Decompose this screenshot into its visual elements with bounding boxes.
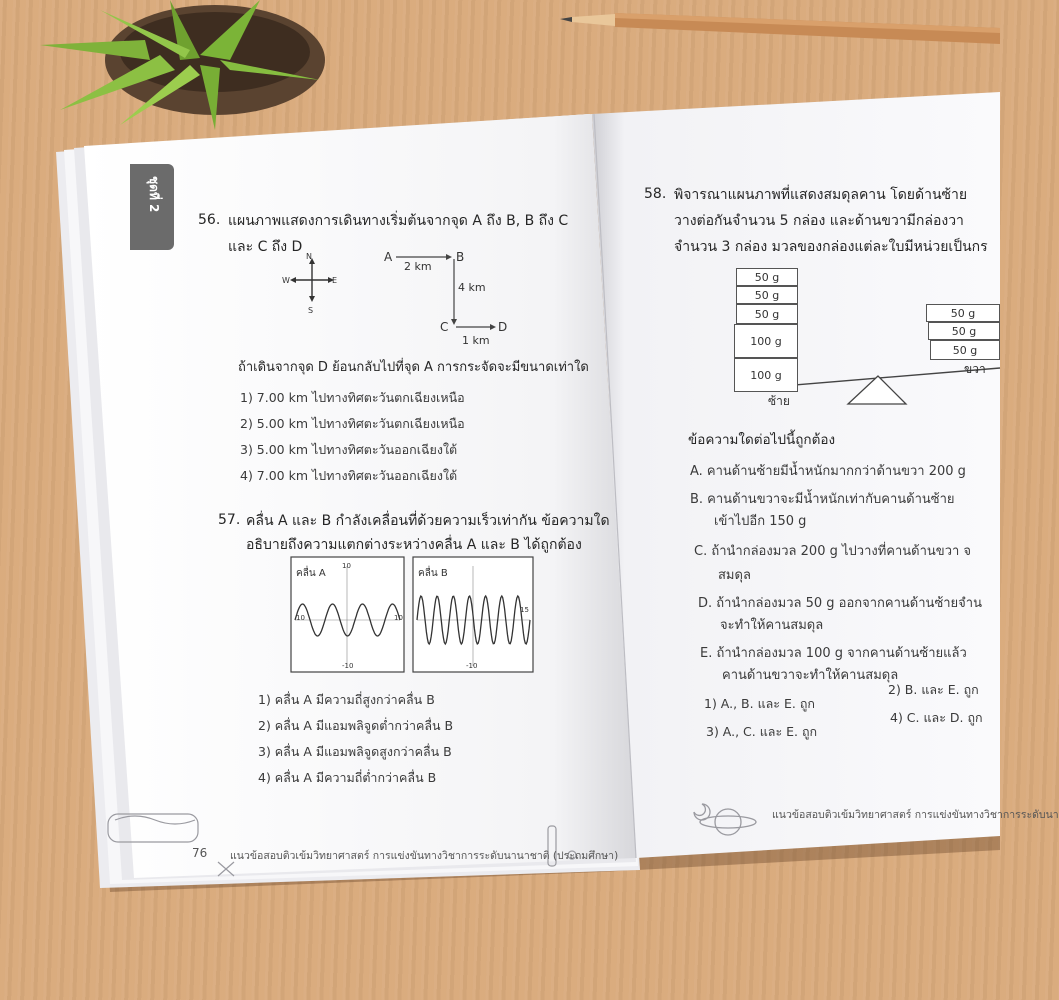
q56-option-2: 2) 5.00 km ไปทางทิศตะวันตกเฉียงเหนือ: [240, 416, 465, 431]
q58-statement-c-cont: สมดุล: [718, 568, 751, 583]
right-page-footer: แนวข้อสอบติวเข้มวิทยาศาสตร์ การแข่งขันทางวิชาการระดับนา: [772, 809, 1059, 821]
q58-statement-e: E. ถ้านำกล่องมวล 100 g จากคานด้านซ้ายแล้ว: [700, 646, 967, 661]
wave-a-axis-left: 10: [296, 614, 305, 622]
left-box-2: 50 g: [736, 286, 798, 304]
q57-option-1: 1) คลื่น A มีความถี่สูงกว่าคลื่น B: [258, 692, 435, 707]
q56-option-1: 1) 7.00 km ไปทางทิศตะวันตกเฉียงเหนือ: [240, 390, 465, 405]
section-tab-label: ชุดที่ 2: [147, 176, 161, 213]
q56-text-line1: แผนภาพแสดงการเดินทางเริ่มต้นจากจุด A ถึง B, B ถึง C: [228, 213, 569, 229]
compass-w: W: [282, 276, 290, 285]
q56-prompt: ถ้าเดินจากจุด D ย้อนกลับไปที่จุด A การกระจัดจะมีขนาดเท่าใด: [238, 360, 589, 375]
q58-prompt: ข้อความใดต่อไปนี้ถูกต้อง: [688, 432, 836, 448]
q58-statement-e-cont: คานด้านขวาจะทำให้คานสมดุล: [722, 668, 899, 683]
right-box-2: 50 g: [928, 322, 1000, 340]
distance-bc: 4 km: [458, 281, 486, 294]
q56-option-3: 3) 5.00 km ไปทางทิศตะวันออกเฉียงใต้: [240, 442, 458, 457]
right-box-3: 50 g: [930, 340, 1000, 360]
left-box-1: 50 g: [736, 268, 798, 286]
wave-diagrams: [290, 556, 535, 674]
left-page-footer: แนวข้อสอบติวเข้มวิทยาศาสตร์ การแข่งขันทางวิชาการระดับนานาชาติ (ประถมศึกษา): [230, 850, 619, 862]
left-box-3: 50 g: [736, 304, 798, 324]
compass-s: S: [308, 306, 314, 315]
q58-text-line2: วางต่อกันจำนวน 5 กล่อง และด้านขวามีกล่องวา: [674, 213, 964, 229]
point-a: A: [384, 250, 393, 264]
q57-option-2: 2) คลื่น A มีแอมพลิจูดต่ำกว่าคลื่น B: [258, 718, 454, 733]
q57-option-3: 3) คลื่น A มีแอมพลิจูดสูงกว่าคลื่น B: [258, 744, 452, 759]
q56-text-line2: และ C ถึง D: [228, 239, 303, 255]
q58-statement-d: D. ถ้านำกล่องมวล 50 g ออกจากคานด้านซ้ายจำน: [698, 596, 982, 611]
left-page-number: 76: [192, 846, 208, 860]
point-b: B: [456, 250, 465, 264]
q57-text-line2: อธิบายถึงความแตกต่างระหว่างคลื่น A และ B ได้ถูกต้อง: [246, 537, 582, 553]
q58-option-4: 4) C. และ D. ถูก: [890, 710, 983, 725]
wave-b-label: คลื่น B: [418, 568, 448, 579]
q58-option-2: 2) B. และ E. ถูก: [888, 682, 979, 697]
q58-text-line3: จำนวน 3 กล่อง มวลของกล่องแต่ละใบมีหน่วยเป็นกร: [674, 239, 988, 255]
q58-statement-b: B. คานด้านขวาจะมีน้ำหนักเท่ากับคานด้านซ้าย: [690, 492, 955, 507]
compass-n: N: [306, 252, 312, 261]
q58-option-3: 3) A., C. และ E. ถูก: [706, 724, 818, 739]
beam-right-label: ขวา: [964, 362, 986, 376]
q58-option-1: 1) A., B. และ E. ถูก: [704, 696, 815, 711]
q57-option-4: 4) คลื่น A มีความถี่ต่ำกว่าคลื่น B: [258, 770, 437, 785]
q56-number: 56.: [198, 212, 221, 228]
compass-rose-icon: [280, 248, 350, 318]
q58-statement-d-cont: จะทำให้คานสมดุล: [720, 618, 824, 633]
wave-b-axis-bottom: -10: [466, 662, 478, 670]
wave-a-axis-top: 10: [342, 562, 351, 570]
beam-left-label: ซ้าย: [768, 394, 790, 408]
left-box-4: 100 g: [734, 324, 798, 358]
q57-text-line1: คลื่น A และ B กำลังเคลื่อนที่ด้วยความเร็วเท่ากัน ข้อความใด: [246, 513, 610, 529]
left-box-5: 100 g: [734, 358, 798, 392]
wave-b-axis-right: 15: [520, 606, 529, 614]
q58-statement-b-cont: เข้าไปอีก 150 g: [714, 514, 807, 529]
point-c: C: [440, 320, 449, 334]
q58-number: 58.: [644, 186, 667, 202]
distance-ab: 2 km: [404, 260, 432, 273]
q58-statement-c: C. ถ้านำกล่องมวล 200 g ไปวางที่คานด้านขวา จ: [694, 544, 972, 559]
q56-option-4: 4) 7.00 km ไปทางทิศตะวันออกเฉียงใต้: [240, 468, 458, 483]
q58-text-line1: พิจารณาแผนภาพที่แสดงสมดุลคาน โดยด้านซ้าย: [674, 187, 968, 203]
point-d: D: [498, 320, 508, 334]
distance-cd: 1 km: [462, 334, 490, 347]
q57-number: 57.: [218, 512, 241, 528]
compass-e: E: [332, 276, 338, 285]
wave-a-axis-right: 10: [394, 614, 403, 622]
q58-statement-a: A. คานด้านซ้ายมีน้ำหนักมากกว่าด้านขวา 200 g: [690, 464, 966, 479]
right-box-1: 50 g: [926, 304, 1000, 322]
wave-a-label: คลื่น A: [296, 568, 326, 579]
wave-a-axis-bottom: -10: [342, 662, 354, 670]
